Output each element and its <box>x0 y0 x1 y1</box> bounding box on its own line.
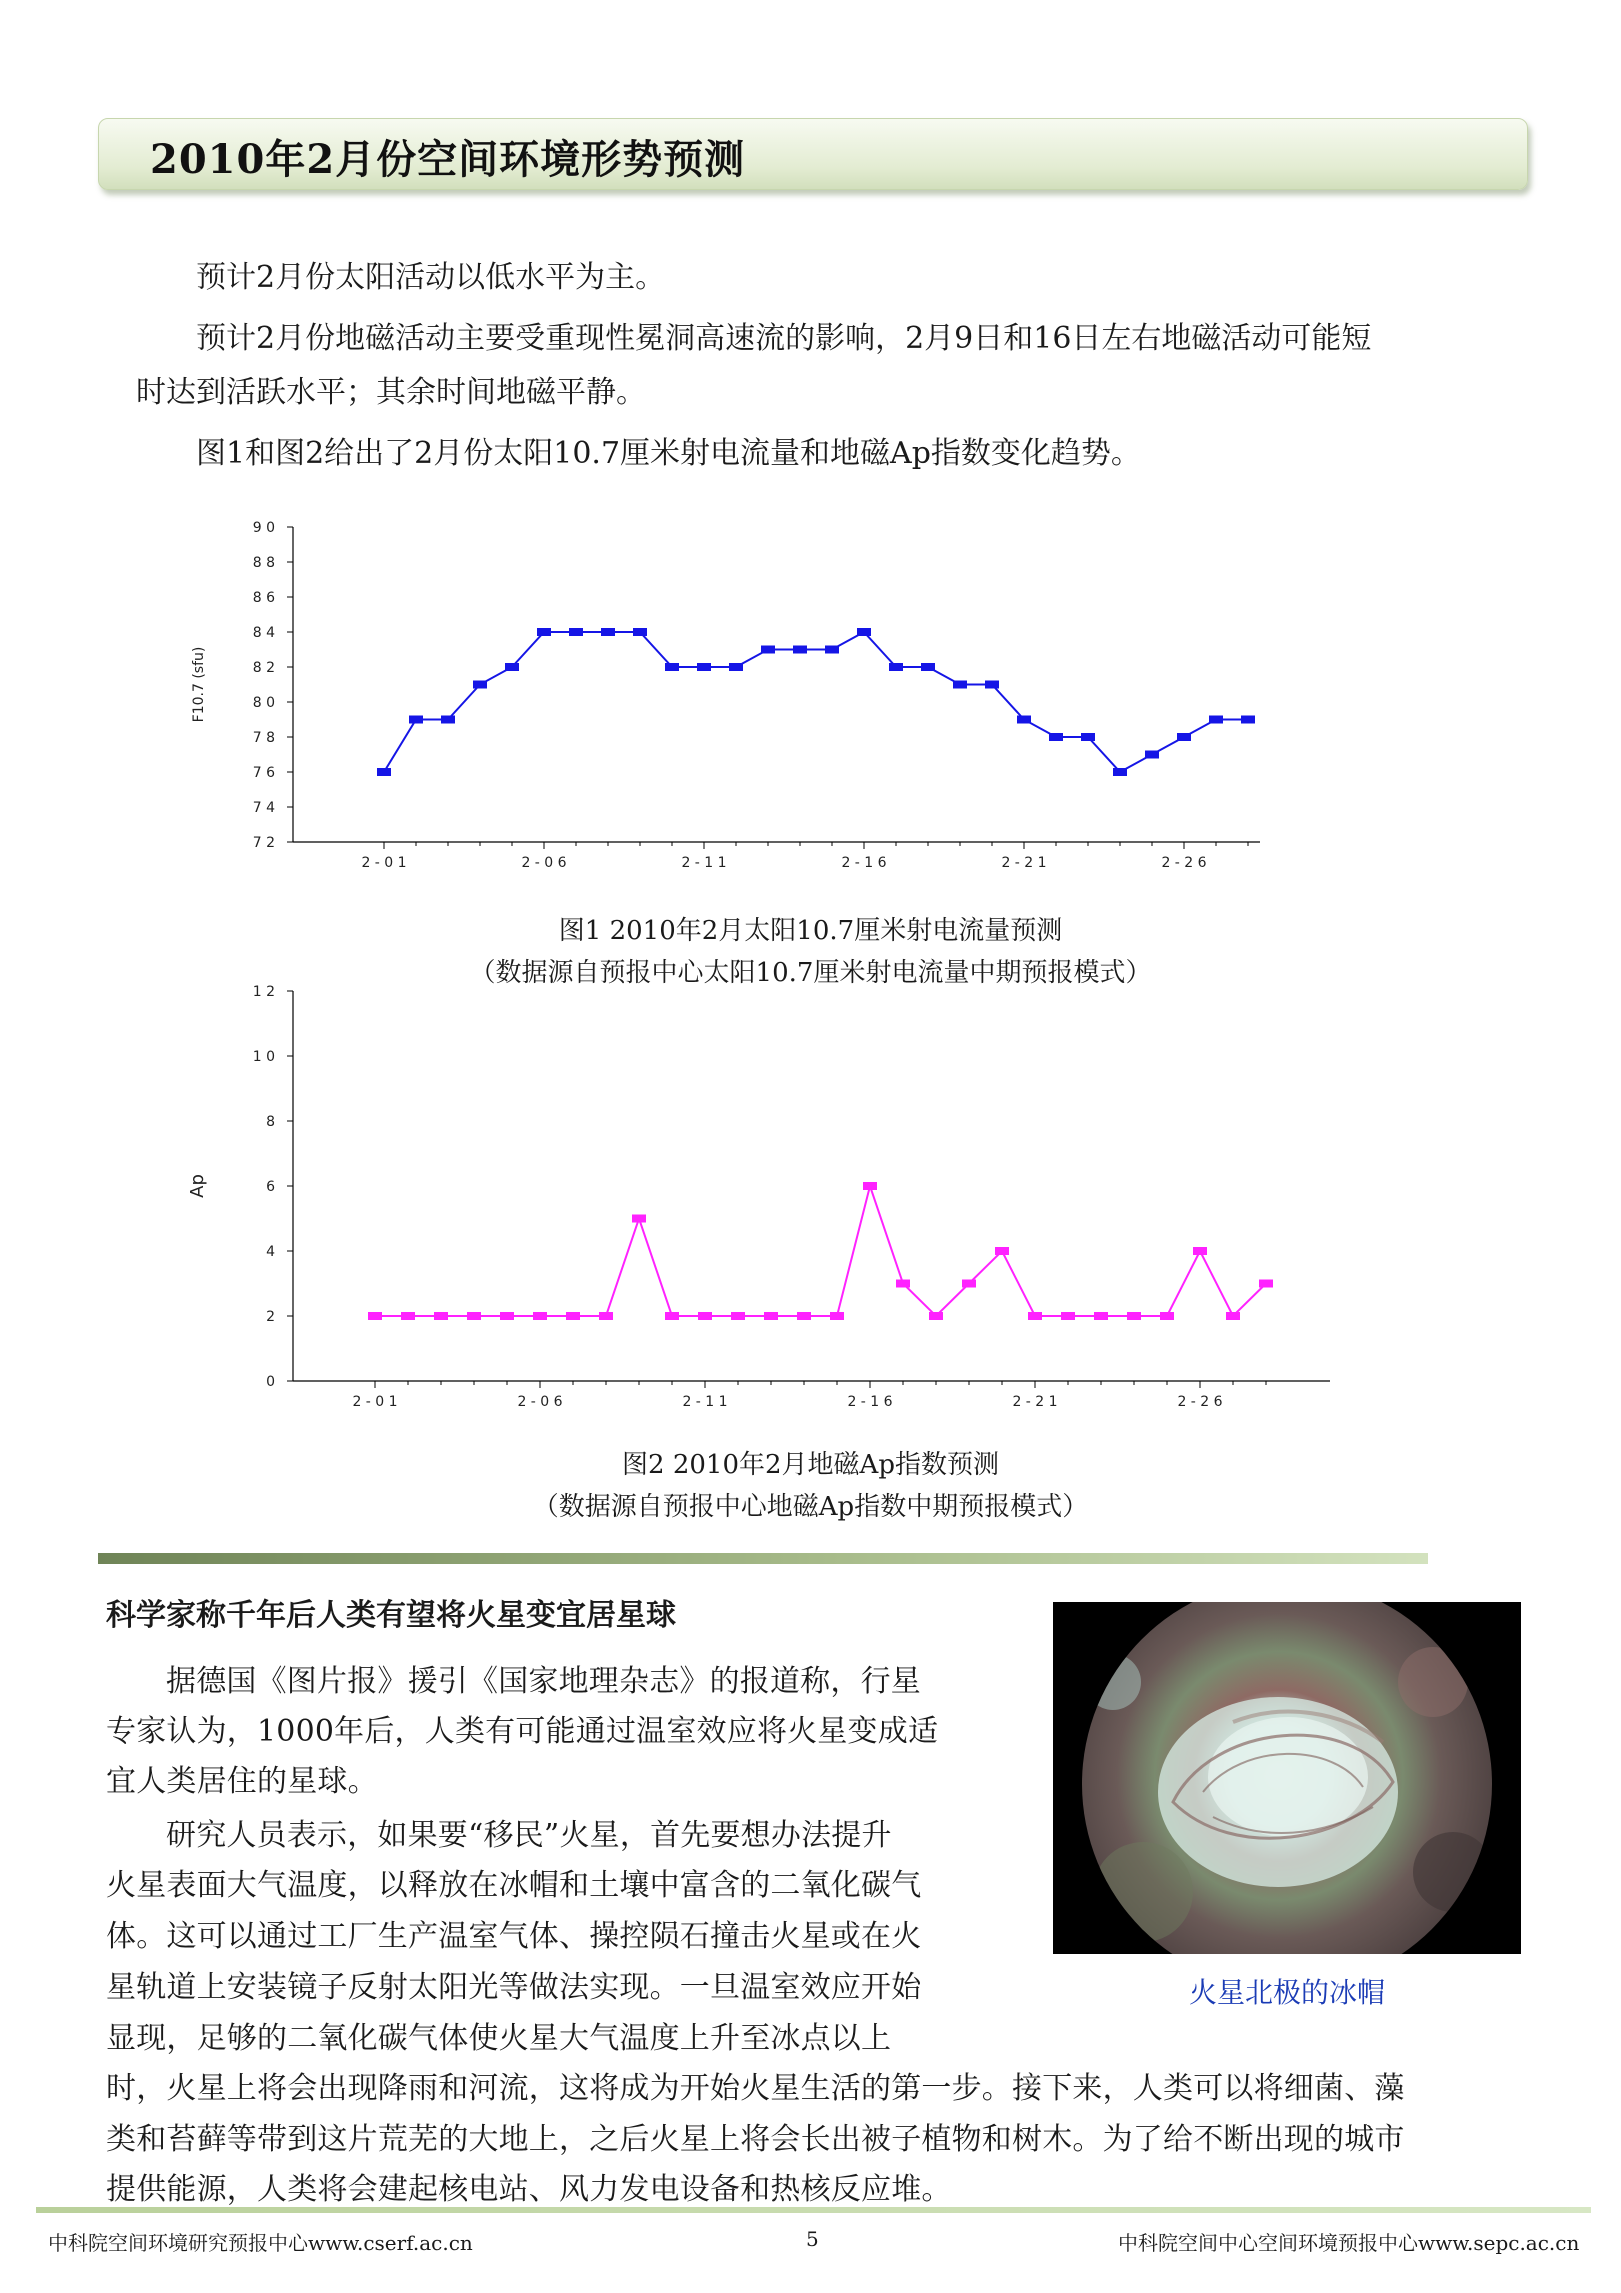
footer-right-text: 中科院空间中心空间环境预报中心www.sepc.ac.cn <box>1118 2231 1580 2255</box>
article-line: 专家认为，1000年后，人类有可能通过温室效应将火星变成适 <box>106 1714 939 1749</box>
data-point <box>377 768 391 776</box>
data-point <box>825 646 839 654</box>
x-tick-label: 2 - 2 6 <box>1161 855 1207 871</box>
data-point <box>1113 768 1127 776</box>
data-point <box>599 1312 613 1320</box>
data-point <box>409 716 423 724</box>
data-point <box>569 628 583 636</box>
footer-page-number: 5 <box>806 2227 819 2251</box>
data-point <box>764 1312 778 1320</box>
photo-caption: 火星北极的冰帽 <box>1188 1976 1385 2009</box>
data-point <box>537 628 551 636</box>
y-tick-label: 2 <box>266 1309 275 1325</box>
y-tick-label: 0 <box>266 1374 275 1390</box>
data-point <box>473 681 487 689</box>
data-point <box>566 1312 580 1320</box>
data-point <box>401 1312 415 1320</box>
data-point <box>830 1312 844 1320</box>
x-tick-label: 2 - 2 1 <box>1001 855 1047 871</box>
x-tick-label: 2 - 0 6 <box>521 855 567 871</box>
fig2-caption-source: （数据源自预报中心地磁Ap指数中期预报模式） <box>532 1492 1089 1522</box>
data-point <box>889 663 903 671</box>
chart-ap <box>180 980 1340 1420</box>
series-line <box>375 1186 1266 1316</box>
data-point <box>953 681 967 689</box>
x-tick-label: 2 - 0 6 <box>517 1394 563 1410</box>
intro-paragraph-2-line-2: 时达到活跃水平；其余时间地磁平静。 <box>136 375 646 410</box>
y-tick-label: 6 <box>266 1179 275 1195</box>
data-point <box>697 663 711 671</box>
data-point <box>985 681 999 689</box>
data-point <box>698 1312 712 1320</box>
data-point <box>761 646 775 654</box>
chart-f107-svg <box>180 510 1340 890</box>
article-line: 研究人员表示，如果要“移民”火星，首先要想办法提升 <box>166 1818 892 1853</box>
data-point <box>731 1312 745 1320</box>
data-point <box>1145 751 1159 759</box>
intro-paragraph-1: 预计2月份太阳活动以低水平为主。 <box>196 260 666 295</box>
data-point <box>467 1312 481 1320</box>
y-tick-label: 8 2 <box>252 660 275 676</box>
y-tick-label: 8 6 <box>252 590 275 606</box>
y-tick-label: 7 4 <box>252 800 275 816</box>
y-axis-label: F10.7 (sfu) <box>191 646 207 723</box>
data-point <box>1160 1312 1174 1320</box>
article-line: 火星表面大气温度，以释放在冰帽和土壤中富含的二氧化碳气 <box>106 1868 922 1903</box>
data-point <box>1049 733 1063 741</box>
data-point <box>729 663 743 671</box>
section-divider <box>98 1553 1428 1564</box>
data-point <box>1177 733 1191 741</box>
article-line: 体。这可以通过工厂生产温室气体、操控陨石撞击火星或在火 <box>106 1919 922 1954</box>
x-tick-label: 2 - 2 1 <box>1012 1394 1058 1410</box>
data-point <box>632 1215 646 1223</box>
x-tick-label: 2 - 1 1 <box>681 855 727 871</box>
data-point <box>921 663 935 671</box>
intro-paragraph-2-line-1: 预计2月份地磁活动主要受重现性冕洞高速流的影响，2月9日和16日左右地磁活动可能短 <box>196 321 1372 356</box>
data-point <box>665 663 679 671</box>
chart-ap-svg <box>180 980 1340 1420</box>
intro-paragraph-3: 图1和图2给出了2月份太阳10.7厘米射电流量和地磁Ap指数变化趋势。 <box>196 436 1141 471</box>
y-tick-label: 7 8 <box>252 730 275 746</box>
data-point <box>1061 1312 1075 1320</box>
data-point <box>863 1182 877 1190</box>
y-tick-label: 7 6 <box>252 765 275 781</box>
x-tick-label: 2 - 2 6 <box>1177 1394 1223 1410</box>
data-point <box>995 1247 1009 1255</box>
data-point <box>1259 1280 1273 1288</box>
y-tick-label: 1 0 <box>252 1049 275 1065</box>
mars-ice-cap-photo <box>1053 1602 1521 1954</box>
data-point <box>1081 733 1095 741</box>
x-tick-label: 2 - 0 1 <box>352 1394 398 1410</box>
y-tick-label: 7 2 <box>252 835 275 851</box>
article-line: 提供能源，人类将会建起核电站、风力发电设备和热核反应堆。 <box>106 2172 952 2207</box>
article-line: 据德国《图片报》援引《国家地理杂志》的报道称，行星 <box>166 1664 921 1699</box>
fig2-caption: 图2 2010年2月地磁Ap指数预测 <box>622 1450 999 1480</box>
data-point <box>857 628 871 636</box>
fig1-caption-source: （数据源自预报中心太阳10.7厘米射电流量中期预报模式） <box>469 958 1152 988</box>
article-line: 显现，足够的二氧化碳气体使火星大气温度上升至冰点以上 <box>106 2021 892 2056</box>
data-point <box>601 628 615 636</box>
y-tick-label: 9 0 <box>252 520 275 536</box>
y-tick-label: 8 8 <box>252 555 275 571</box>
data-point <box>500 1312 514 1320</box>
article-line: 类和苔藓等带到这片荒芜的大地上，之后火星上将会长出被子植物和树木。为了给不断出现的城市 <box>106 2122 1405 2157</box>
data-point <box>1241 716 1255 724</box>
y-tick-label: 8 <box>266 1114 275 1130</box>
article-line: 宜人类居住的星球。 <box>106 1764 378 1799</box>
series-line <box>384 632 1248 772</box>
footer-left-text: 中科院空间环境研究预报中心www.cserf.ac.cn <box>48 2231 473 2255</box>
data-point <box>665 1312 679 1320</box>
data-point <box>797 1312 811 1320</box>
mars-ice-cap-image <box>1053 1602 1521 1954</box>
data-point <box>1127 1312 1141 1320</box>
article-line: 时，火星上将会出现降雨和河流，这将成为开始火星生活的第一步。接下来，人类可以将细菌、藻 <box>106 2071 1405 2106</box>
data-point <box>1017 716 1031 724</box>
footer-rule <box>36 2207 1591 2213</box>
data-point <box>505 663 519 671</box>
data-point <box>929 1312 943 1320</box>
data-point <box>1028 1312 1042 1320</box>
y-axis-label: Ap <box>187 1174 208 1198</box>
x-tick-label: 2 - 1 1 <box>682 1394 728 1410</box>
data-point <box>633 628 647 636</box>
article-title: 科学家称千年后人类有望将火星变宜居星球 <box>106 1598 676 1633</box>
data-point <box>533 1312 547 1320</box>
data-point <box>1094 1312 1108 1320</box>
article-line: 星轨道上安装镜子反射太阳光等做法实现。一旦温室效应开始 <box>106 1970 922 2005</box>
y-tick-label: 1 2 <box>252 984 275 1000</box>
page-title: 2010年2月份空间环境形势预测 <box>150 136 746 183</box>
x-tick-label: 2 - 1 6 <box>841 855 887 871</box>
data-point <box>368 1312 382 1320</box>
data-point <box>434 1312 448 1320</box>
y-tick-label: 4 <box>266 1244 275 1260</box>
data-point <box>896 1280 910 1288</box>
y-tick-label: 8 4 <box>252 625 275 641</box>
chart-f107 <box>180 510 1340 890</box>
y-tick-label: 8 0 <box>252 695 275 711</box>
x-tick-label: 2 - 0 1 <box>361 855 407 871</box>
data-point <box>441 716 455 724</box>
data-point <box>1226 1312 1240 1320</box>
x-tick-label: 2 - 1 6 <box>847 1394 893 1410</box>
fig1-caption: 图1 2010年2月太阳10.7厘米射电流量预测 <box>558 916 1063 946</box>
data-point <box>1193 1247 1207 1255</box>
data-point <box>962 1280 976 1288</box>
data-point <box>1209 716 1223 724</box>
data-point <box>793 646 807 654</box>
